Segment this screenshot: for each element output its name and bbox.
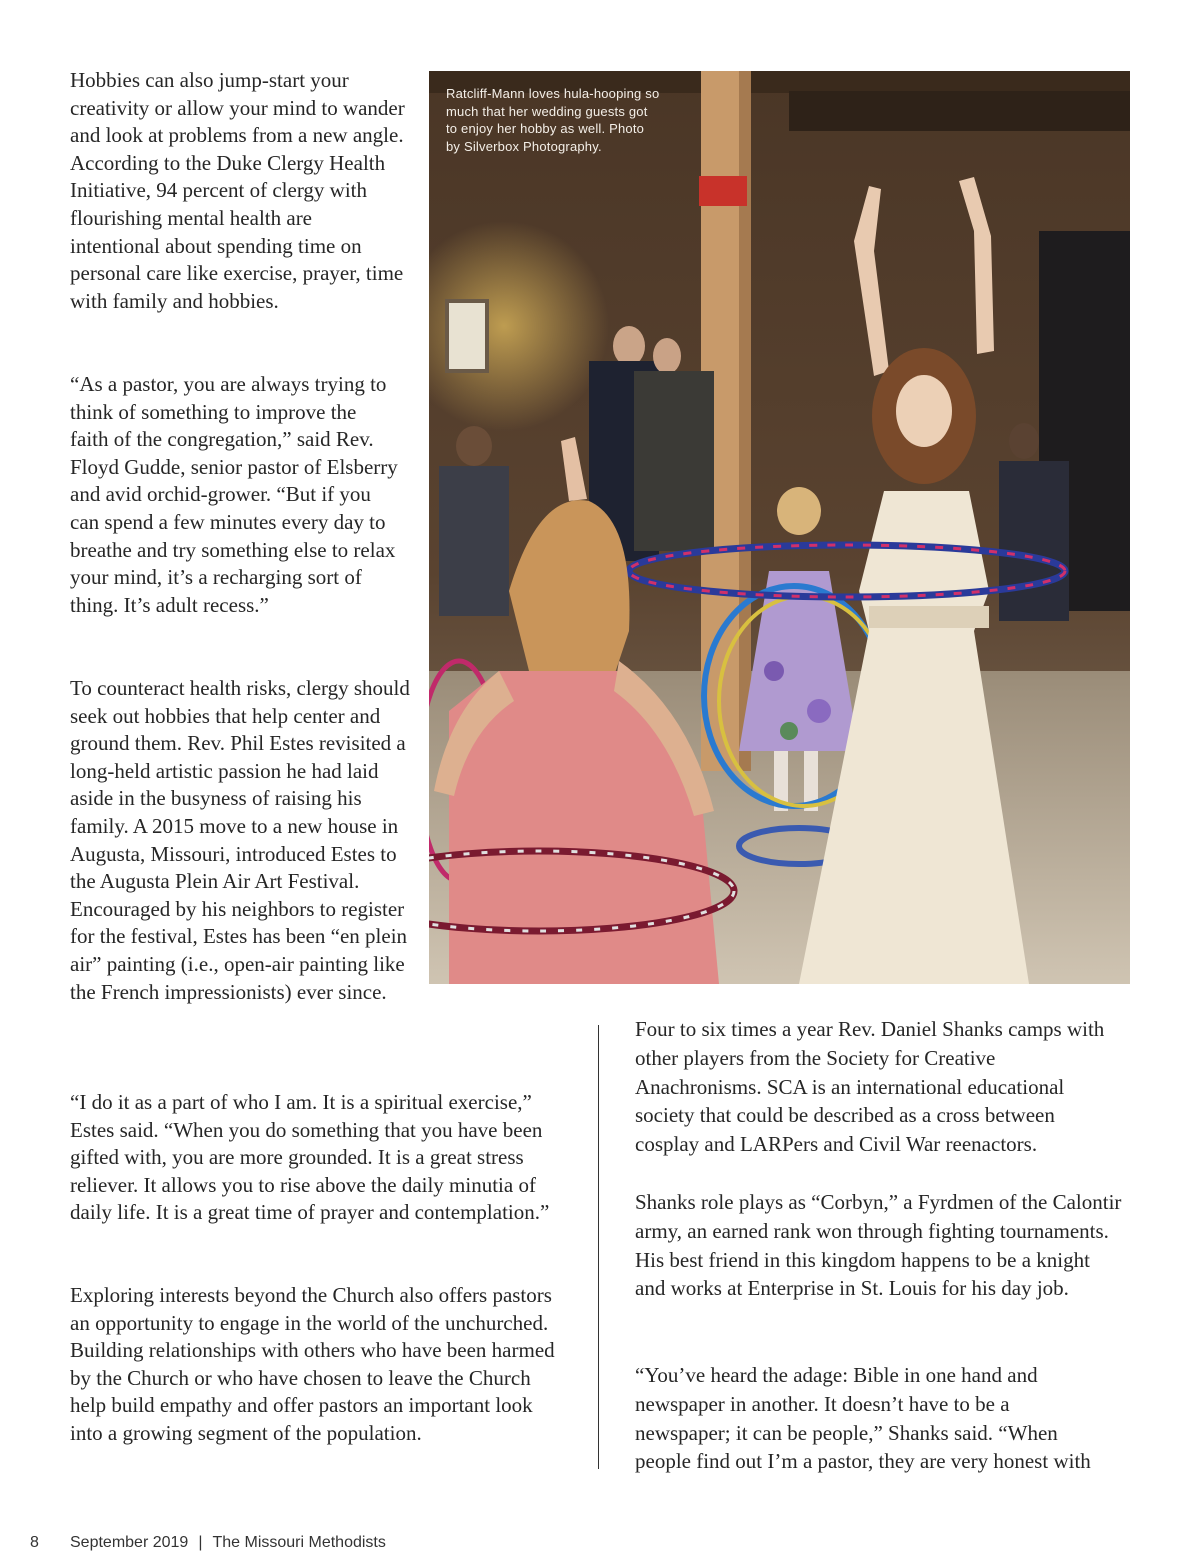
body-paragraph: “You’ve heard the adage: Bible in one hand and newspaper in another. It doesn’t have to be a newspaper; it can be people,” Shanks said. “When people find out I’m a pastor, they are very honest with bbox=[635, 1363, 1091, 1474]
photo-illustration bbox=[429, 71, 1130, 984]
footer-separator: | bbox=[198, 1534, 203, 1551]
body-paragraph: To counteract health risks, clergy should seek out hobbies that help center and ground them. Rev. Phil Estes revisited a long-held artistic passion he had laid aside in the busyness of raising his family. A 2015 move to a new house in Augusta, Missouri, introduced Estes to the Augusta Plein Air Art Festival. Encouraged by his neighbors to register for the festival, Estes has been “en plein air” painting (i.e., open-air painting like the French impressionists) ever since. bbox=[70, 676, 410, 1004]
page-number: 8 bbox=[30, 1534, 39, 1551]
column-divider bbox=[598, 1025, 599, 1469]
body-paragraph: Hobbies can also jump-start your creativity or allow your mind to wander and look at problems from a new angle. According to the Duke Clergy Health Initiative, 94 percent of clergy with flourishing mental health are intentional about spending time on personal care like exercise, prayer, time with family and hobbies. bbox=[70, 68, 405, 313]
body-paragraph: Four to six times a year Rev. Daniel Shanks camps with other players from the Society for Creative Anachronisms. SCA is an international educational society that could be described as a cross between cosplay and LARPers and Civil War reenactors. bbox=[635, 1017, 1105, 1157]
body-paragraph: “As a pastor, you are always trying to think of something to improve the faith of the congregation,” said Rev. Floyd Gudde, senior pastor of Elsberry and avid orchid-grower. “But if you can spend a few minutes every day to breathe and try something else to relax your mind, it’s a recharging sort of thing. It’s adult recess.” bbox=[70, 372, 398, 617]
wedding-hula-hoop-photo bbox=[429, 71, 1130, 984]
body-paragraph: Exploring interests beyond the Church also offers pastors an opportunity to engage in the world of the unchurched. Building relationships with others who have been harmed by the Church or who have chosen to leave the Church help build empathy and offer pastors an important look into a growing segment of the population. bbox=[70, 1283, 555, 1445]
body-paragraph: “I do it as a part of who I am. It is a spiritual exercise,” Estes said. “When you do something that you have been gifted with, you are more grounded. It is a great stress reliever. It allows you to rise above the daily minutia of daily life. It is a great time of prayer and contemplation.” bbox=[70, 1090, 550, 1225]
body-paragraph: Shanks role plays as “Corbyn,” a Fyrdmen of the Calontir army, an earned rank won through fighting tournaments. His best friend in this kingdom happens to be a knight and works at Enterprise in St. Louis for his day job. bbox=[635, 1190, 1122, 1301]
issue-date: September 2019 bbox=[70, 1534, 189, 1551]
page-footer bbox=[30, 1534, 386, 1552]
publication-name: The Missouri Methodists bbox=[212, 1534, 386, 1551]
photo-caption: Ratcliff-Mann loves hula-hooping so much that her wedding guests got to enjoy her hobby as well. Photo by Silverbox Photography. bbox=[446, 86, 660, 154]
